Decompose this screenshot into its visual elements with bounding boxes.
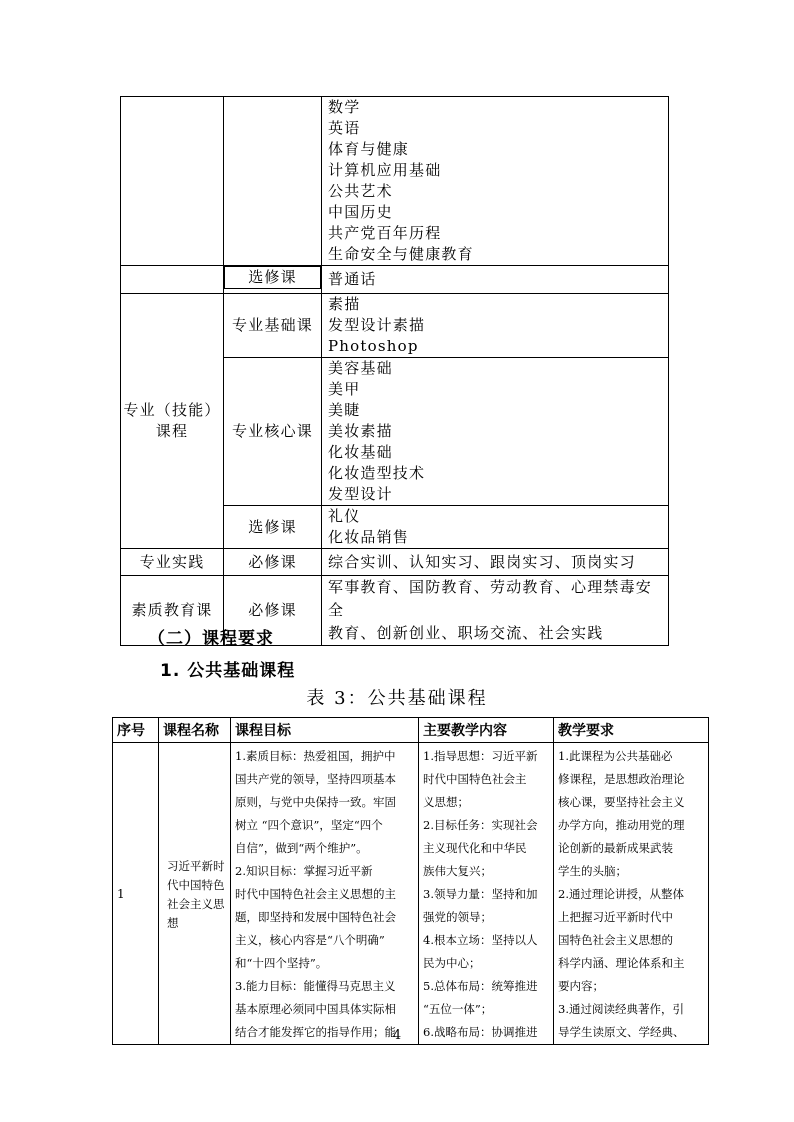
content-line: 3.领导力量：坚持和加 bbox=[423, 887, 538, 901]
list-item: 化妆造型技术 bbox=[328, 464, 426, 482]
list-item: 英语 bbox=[328, 119, 361, 137]
page-number: 4 bbox=[392, 1028, 402, 1043]
table-row bbox=[121, 97, 669, 266]
list-item: 军事教育、国防教育、劳动教育、心理禁毒安全 bbox=[328, 578, 653, 619]
course-type-label: 选修课 bbox=[248, 517, 297, 536]
content-line: 主义现代化和中华民 bbox=[423, 841, 527, 855]
requirement-line: 1.此课程为公共基础必 bbox=[558, 749, 673, 763]
requirement-line: 修课程，是思想政治理论 bbox=[558, 772, 685, 786]
teaching-content-cell bbox=[419, 743, 554, 1045]
list-item: Photoshop bbox=[328, 337, 419, 355]
list-item: 教育、创新创业、职场交流、社会实践 bbox=[328, 624, 604, 642]
course-name-line: 社会主义思 bbox=[167, 896, 225, 911]
list-item: 化妆品销售 bbox=[328, 528, 410, 546]
list-item: 中国历史 bbox=[328, 203, 393, 221]
public-basic-courses-table bbox=[112, 717, 709, 1045]
goal-line: 自信”，做到“两个维护”。 bbox=[235, 841, 368, 855]
course-list-cell bbox=[322, 266, 669, 294]
requirement-line: 要内容； bbox=[558, 979, 604, 993]
header-cell: 课程名称 bbox=[159, 718, 231, 743]
list-item: 生命安全与健康教育 bbox=[328, 245, 474, 263]
course-goals-cell bbox=[231, 743, 419, 1045]
course-type-label: 必修课 bbox=[248, 552, 297, 571]
list-item: 化妆基础 bbox=[328, 443, 393, 461]
course-list-cell bbox=[322, 506, 669, 549]
list-item: 美妆素描 bbox=[328, 422, 393, 440]
course-type-label: 必修课 bbox=[248, 601, 297, 619]
list-item: 发型设计素描 bbox=[328, 316, 426, 334]
table-row bbox=[121, 549, 669, 576]
content-line: 4.根本立场：坚持以人 bbox=[423, 933, 538, 947]
table-row bbox=[121, 266, 669, 294]
goal-line: 主义，核心内容是“八个明确” bbox=[235, 933, 385, 947]
course-list-cell bbox=[322, 576, 669, 646]
content-line: 族伟大复兴； bbox=[423, 864, 492, 878]
content-line: 时代中国特色社会主 bbox=[423, 772, 527, 786]
goal-line: 2.知识目标：掌握习近平新 bbox=[235, 864, 373, 878]
list-item: 计算机应用基础 bbox=[328, 161, 442, 179]
course-type-cell bbox=[224, 549, 322, 576]
goal-line: 和“十四个坚持”。 bbox=[235, 956, 328, 970]
header-cell: 主要教学内容 bbox=[419, 718, 554, 743]
requirement-line: 2.通过理论讲授，从整体 bbox=[558, 887, 684, 901]
table-caption: 表 3：公共基础课程 bbox=[306, 688, 488, 709]
content-line: 民为中心； bbox=[423, 956, 481, 970]
table-header-row bbox=[113, 718, 709, 743]
course-name-line: 习近平新时 bbox=[167, 858, 225, 873]
requirement-line: 学生的头脑； bbox=[558, 864, 627, 878]
course-list-cell bbox=[322, 97, 669, 266]
content-line: 2.目标任务：实现社会 bbox=[423, 818, 538, 832]
course-type-cell bbox=[224, 294, 322, 358]
category-label: 专业实践 bbox=[139, 552, 205, 571]
subsection-heading: 1. 公共基础课程 bbox=[160, 661, 296, 681]
requirement-line: 导学生读原文、学经典、 bbox=[558, 1025, 685, 1039]
curriculum-structure-table bbox=[120, 96, 669, 646]
course-list-cell bbox=[322, 294, 669, 358]
course-type-label: 专业核心课 bbox=[231, 422, 313, 440]
course-type-cell bbox=[224, 358, 322, 506]
category-cell bbox=[121, 266, 224, 294]
content-line: 5.总体布局：统筹推进 bbox=[423, 979, 538, 993]
category-label: 素质教育课 bbox=[131, 601, 213, 619]
course-type-label: 专业基础课 bbox=[231, 316, 313, 334]
content-line: 6.战略布局：协调推进 bbox=[423, 1025, 538, 1039]
list-item: 美睫 bbox=[328, 401, 361, 419]
category-label: 课程 bbox=[155, 422, 189, 440]
course-list-cell bbox=[322, 549, 669, 576]
goal-line: 题，即坚持和发展中国特色社会 bbox=[235, 910, 396, 924]
content-line: 强党的领导； bbox=[423, 910, 492, 924]
course-name-line: 代中国特色 bbox=[167, 877, 225, 892]
requirement-line: 3.通过阅读经典著作，引 bbox=[558, 1002, 684, 1016]
header-cell: 课程目标 bbox=[231, 718, 419, 743]
list-item: 礼仪 bbox=[328, 507, 361, 525]
course-name-line: 想 bbox=[167, 915, 179, 930]
table-row bbox=[113, 743, 709, 1045]
list-item: 美甲 bbox=[328, 380, 361, 398]
goal-line: 原则，与党中央保持一致。牢固 bbox=[235, 795, 396, 809]
list-item: 综合实训、认知实习、跟岗实习、顶岗实习 bbox=[328, 552, 636, 571]
list-item: 数学 bbox=[328, 98, 361, 116]
course-type-cell bbox=[224, 97, 322, 266]
category-label: 专业（技能） bbox=[123, 401, 221, 419]
content-line: 义思想； bbox=[423, 795, 469, 809]
goal-line: 树立 “四个意识”，坚定“四个 bbox=[235, 818, 383, 832]
requirement-line: 办学方向，推动用党的理 bbox=[558, 818, 685, 832]
category-cell bbox=[121, 549, 224, 576]
list-item: 普通话 bbox=[328, 270, 377, 288]
goal-line: 基本原理必须同中国具体实际相 bbox=[235, 1002, 396, 1016]
list-item: 发型设计 bbox=[328, 485, 393, 503]
content-line: “五位一体”； bbox=[423, 1002, 493, 1016]
goal-line: 时代中国特色社会主义思想的主 bbox=[235, 887, 396, 901]
requirement-line: 论创新的最新成果武装 bbox=[558, 841, 673, 855]
category-cell bbox=[121, 294, 224, 549]
course-type-cell: 选修课 bbox=[224, 266, 321, 289]
requirement-line: 上把握习近平新时代中 bbox=[558, 910, 673, 924]
content-line: 1.指导思想：习近平新 bbox=[423, 749, 538, 763]
course-list-cell bbox=[322, 358, 669, 506]
course-name-cell bbox=[159, 743, 231, 1045]
row-number: 1 bbox=[113, 743, 159, 1045]
list-item: 素描 bbox=[328, 295, 361, 313]
requirement-line: 核心课，要坚持社会主义 bbox=[558, 795, 685, 809]
header-cell: 教学要求 bbox=[554, 718, 709, 743]
goal-line: 3.能力目标：能懂得马克思主义 bbox=[235, 979, 396, 993]
goal-line: 1.素质目标：热爱祖国，拥护中 bbox=[235, 749, 396, 763]
list-item: 美容基础 bbox=[328, 359, 393, 377]
list-item: 共产党百年历程 bbox=[328, 224, 442, 242]
table-row bbox=[121, 294, 669, 358]
goal-line: 国共产党的领导，坚持四项基本 bbox=[235, 772, 396, 786]
requirement-line: 国特色社会主义思想的 bbox=[558, 933, 673, 947]
goal-line: 结合才能发挥它的指导作用；能 bbox=[235, 1025, 396, 1039]
teaching-requirements-cell bbox=[554, 743, 709, 1045]
header-cell: 序号 bbox=[113, 718, 159, 743]
list-item: 公共艺术 bbox=[328, 182, 393, 200]
category-cell bbox=[121, 97, 224, 266]
course-type-cell bbox=[224, 506, 322, 549]
requirement-line: 科学内涵、理论体系和主 bbox=[558, 956, 685, 970]
section-heading: （二）课程要求 bbox=[148, 629, 274, 649]
list-item: 体育与健康 bbox=[328, 140, 410, 158]
